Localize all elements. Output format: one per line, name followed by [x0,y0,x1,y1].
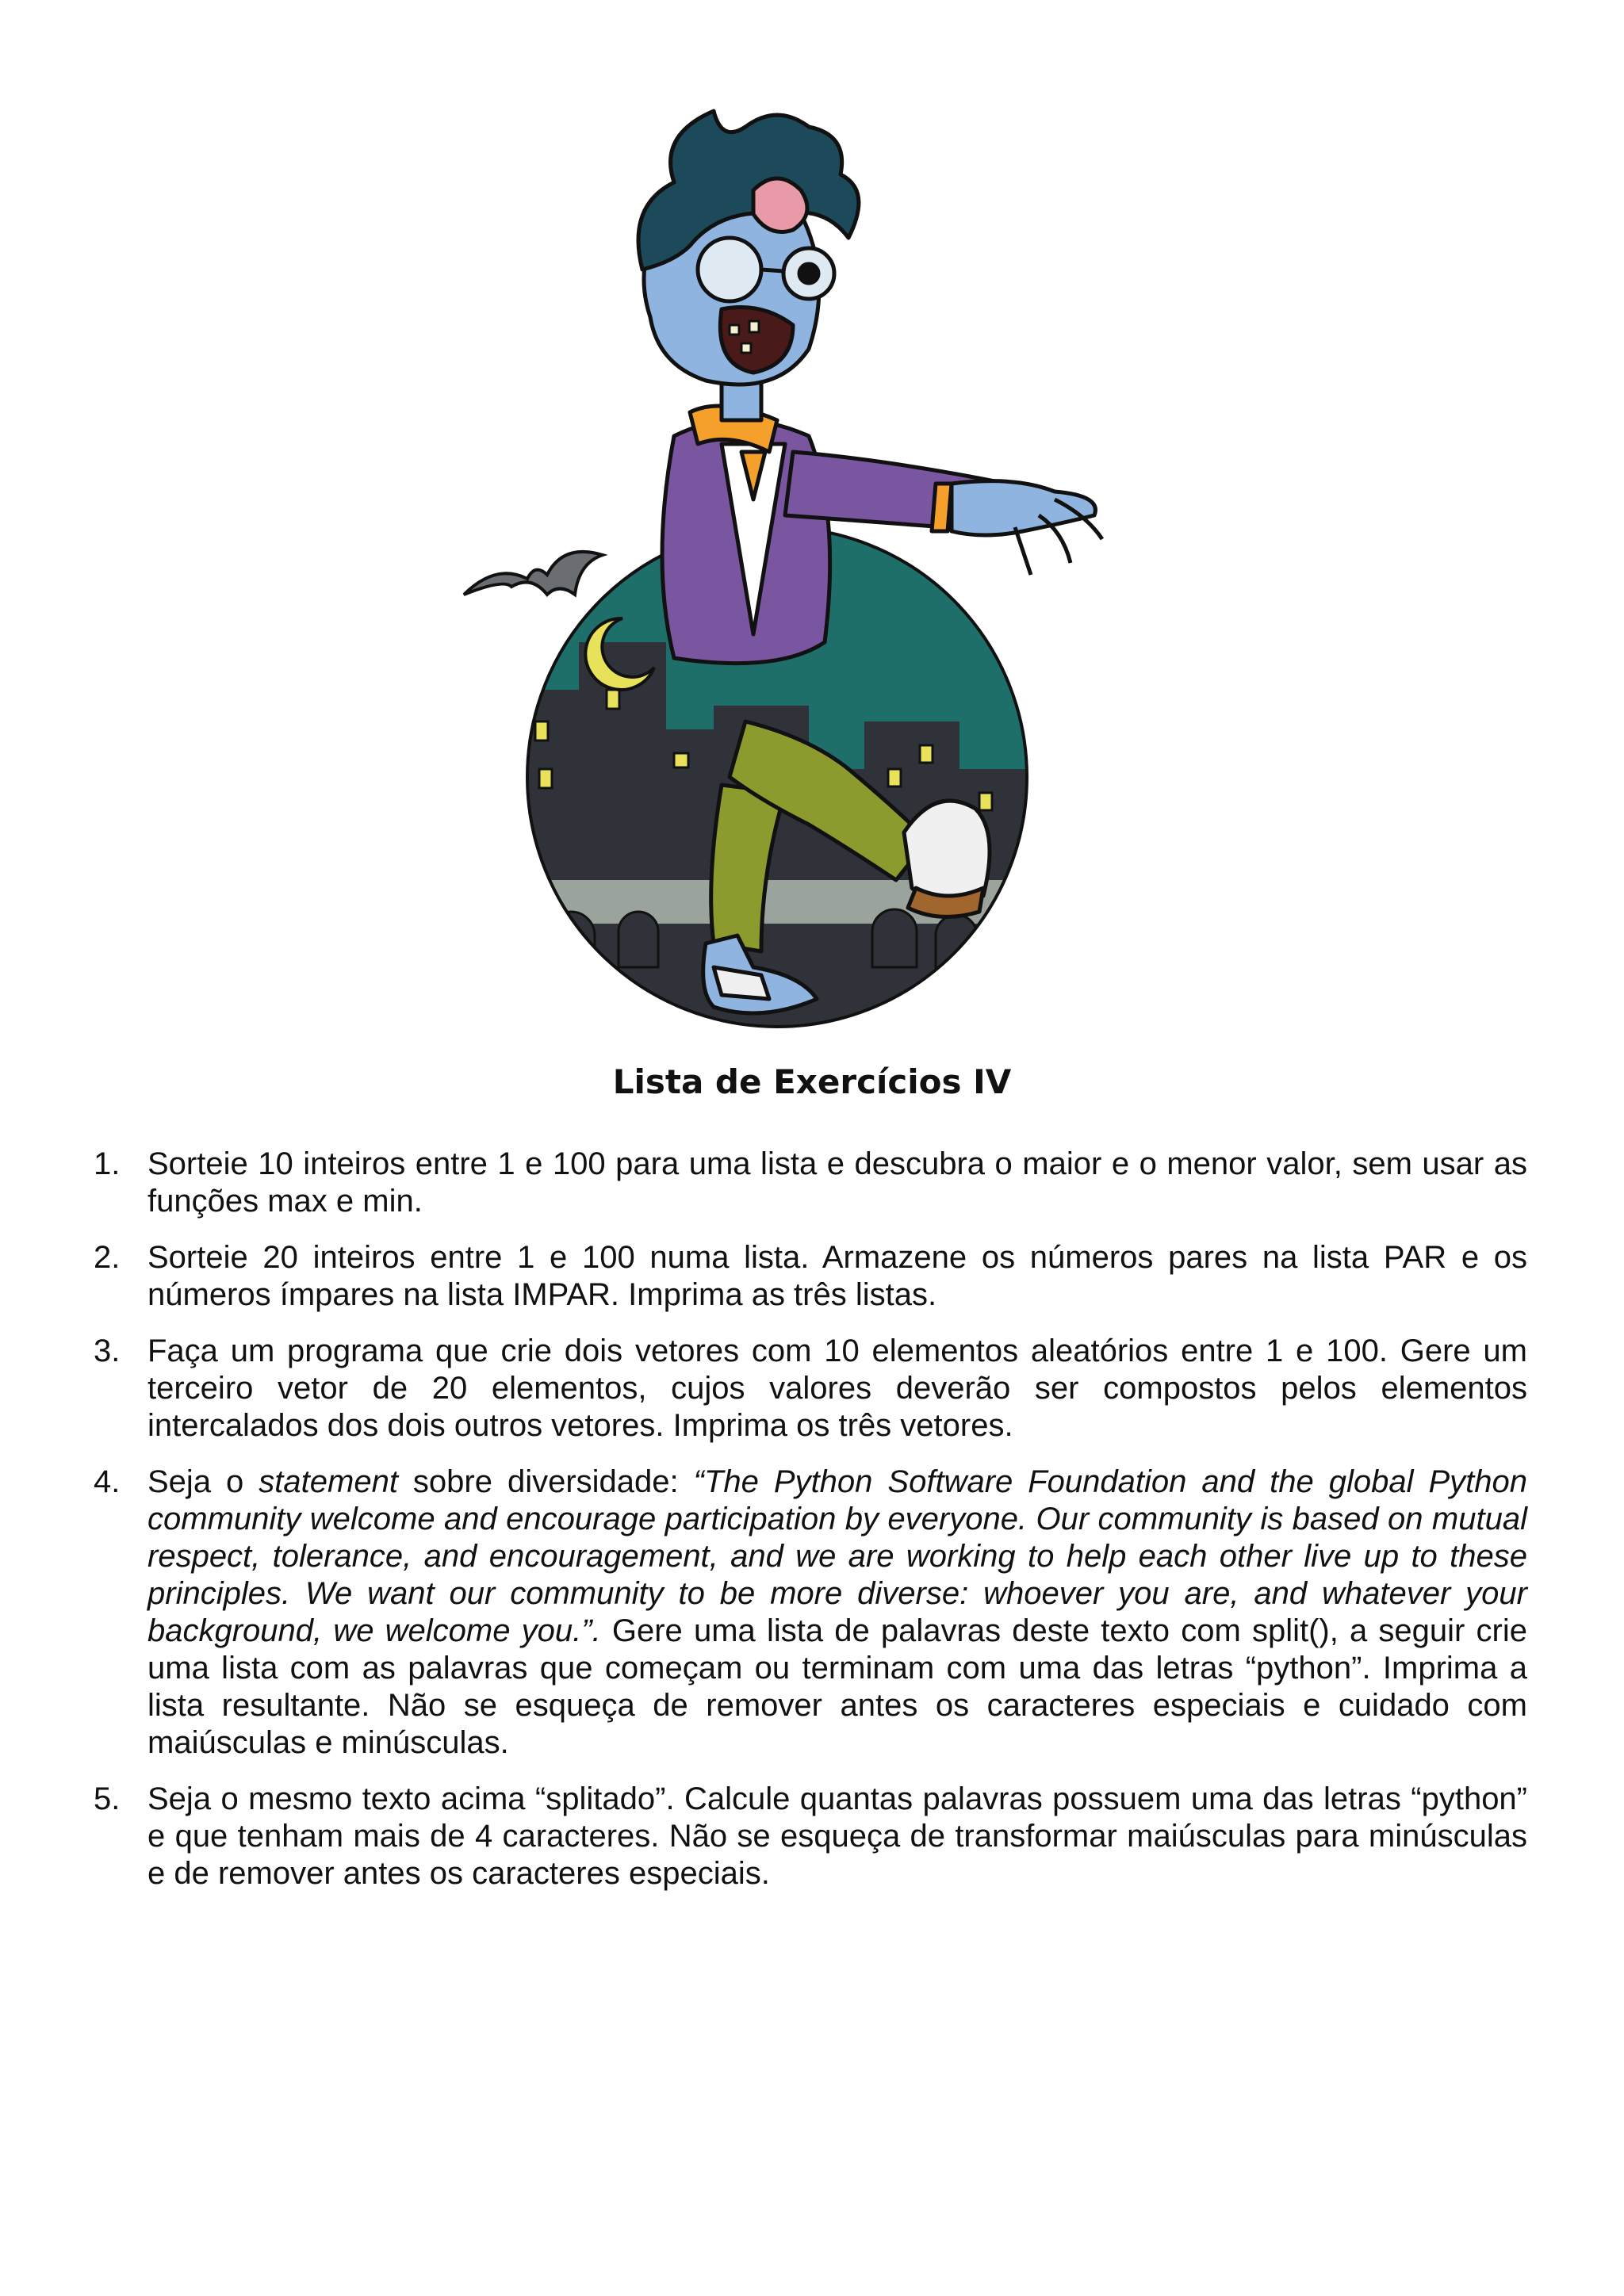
exercise-item-3 [94,1333,1527,1445]
item-number: 1. [94,1146,121,1181]
page-title: Lista de Exercícios IV [612,1062,1012,1101]
item-number: 5. [94,1781,121,1816]
item-text: Sorteie 10 inteiros entre 1 e 100 para uma lista e descubra o maior e o menor valor, sem usar as funções max e min. [147,1146,1527,1219]
exercise-list [94,1146,1527,1911]
item-text: Seja o mesmo texto acima “splitado”. Calcule quantas palavras possuem uma das letras “python” e que tenham mais de 4 caracteres. Não se esqueça de transformar maiúsculas para minúsculas e de remover antes os caracteres especiais. [147,1781,1527,1891]
item-mid: sobre diversidade: [397,1464,694,1499]
bat-icon [464,552,603,595]
exercise-item-5 [94,1781,1527,1892]
item-term: statement [259,1464,398,1499]
item-rest: Gere uma lista de palavras deste texto com split(), a seguir crie uma lista com as palavras que começam ou terminam com uma das letras “python”. Imprima a lista resultante. Não se esqueça de remover antes os caracteres especiais e cuidado com maiúsculas e minúsculas. [147,1613,1527,1760]
item-text: Faça um programa que crie dois vetores com 10 elementos aleatórios entre 1 e 100. Gere um terceiro vetor de 20 elementos, cujos valores deverão ser compostos pelos elementos intercalados dos dois outros vetores. Imprima os três vetores. [147,1334,1527,1443]
item-text [147,1464,1527,1762]
item-number: 4. [94,1464,121,1499]
item-number: 2. [94,1240,121,1275]
exercise-item-2 [94,1239,1527,1314]
exercise-item-1 [94,1146,1527,1220]
exercise-item-4 [94,1464,1527,1762]
python-diversity-quote: “The Python Software Foundation and the global Python community welcome and encourage participation by everyone. Our community is based on mutual respect, tolerance, and encouragement, and we are working to help each other live up to these principles. We want our community to be more diverse: whoever you are, and whatever your background, we welcome you.”. [147,1464,1527,1648]
item-text: Sorteie 20 inteiros entre 1 e 100 numa lista. Armazene os números pares na lista PAR e os números ímpares na lista IMPAR. Imprima as três listas. [147,1240,1527,1312]
item-number: 3. [94,1334,121,1368]
zombie-illustration [460,87,1221,1070]
item-intro: Seja o [147,1464,259,1499]
